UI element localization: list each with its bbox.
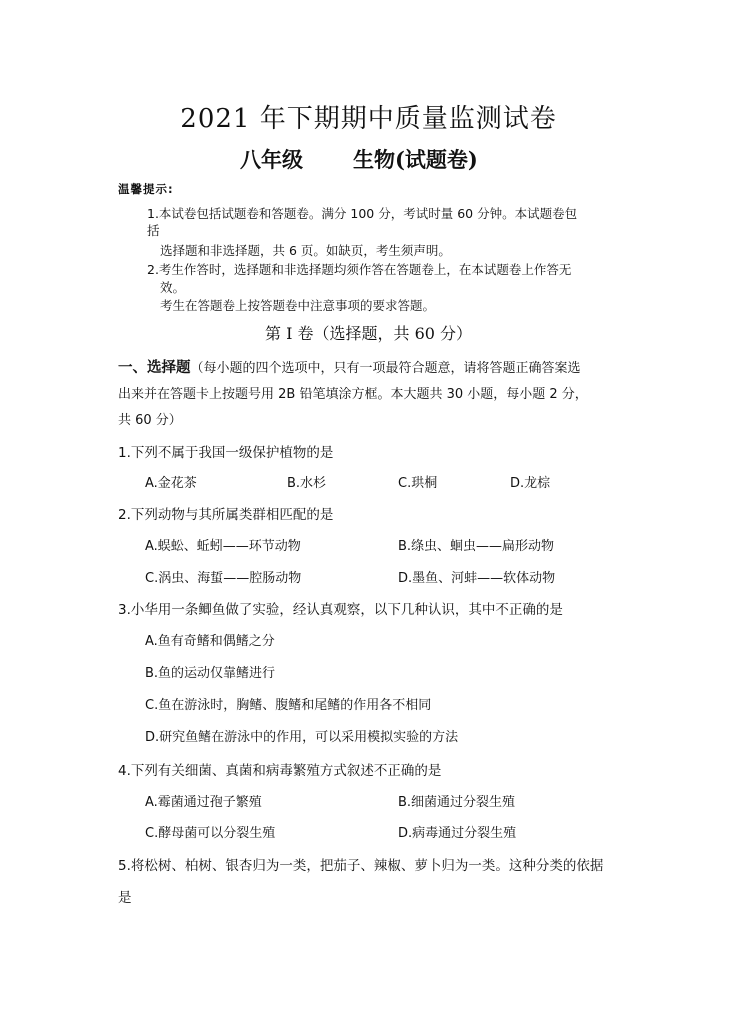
option: C.鱼在游泳时，胸鳍、腹鳍和尾鳍的作用各不相同 [145,698,432,713]
option: A.鱼有奇鳍和偶鳍之分 [145,634,275,649]
question-stem: 4.下列有关细菌、真菌和病毒繁殖方式叙述不正确的是 [118,763,442,779]
option: D.龙棕 [510,476,551,491]
question-stem: 是 [118,890,132,906]
section-intro-text: （每小题的四个选项中，只有一项最符合题意，请将答题正确答案选 [190,361,581,376]
question-stem: 2.下列动物与其所属类群相匹配的是 [118,507,334,523]
tip-line: 效。 [160,280,186,295]
option: A.金花茶 [145,476,197,491]
question-stem: 1.下列不属于我国一级保护植物的是 [118,445,334,461]
option: C.珙桐 [398,476,438,491]
option: B.水杉 [287,476,327,491]
grade-label: 八年级 [240,147,303,172]
section-intro-line: 共 60 分） [118,413,182,428]
option: D.墨鱼、河蚌——软体动物 [398,571,556,586]
option: A.霉菌通过孢子繁殖 [145,795,262,810]
exam-title: 2021 年下期期中质量监测试卷 [180,104,557,134]
option: D.病毒通过分裂生殖 [398,826,517,841]
option: B.鱼的运动仅靠鳍进行 [145,666,276,681]
option: C.酵母菌可以分裂生殖 [145,826,276,841]
question-stem: 5.将松树、柏树、银杏归为一类，把茄子、辣椒、萝卜归为一类。这种分类的依据 [118,858,604,874]
option: A.蜈蚣、蚯蚓——环节动物 [145,539,301,554]
option: D.研究鱼鳍在游泳中的作用，可以采用模拟实验的方法 [145,730,459,745]
tip-line: 括 [147,223,160,238]
subject-label: 生物(试题卷) [353,147,478,172]
tip-line: 1.本试卷包括试题卷和答题卷。满分 100 分，考试时量 60 分钟。本试题卷包 [147,206,578,221]
section-intro-line [118,359,581,378]
section-intro-line: 出来并在答题卡上按题号用 2B 铅笔填涂方框。本大题共 30 小题，每小题 2 分， [118,387,588,402]
tip-line: 2.考生作答时，选择题和非选择题均须作答在答题卷上，在本试题卷上作答无 [147,262,572,277]
tips-title: 温馨提示: [118,182,174,196]
question-stem: 3.小华用一条鲫鱼做了实验，经认真观察，以下几种认识，其中不正确的是 [118,602,563,618]
tip-line: 考生在答题卷上按答题卷中注意事项的要求答题。 [160,298,436,313]
section-heading: 第 I 卷（选择题，共 60 分） [264,324,473,343]
option: C.涡虫、海蜇——腔肠动物 [145,571,302,586]
option: B.绦虫、蛔虫——扁形动物 [398,539,555,554]
option: B.细菌通过分裂生殖 [398,795,516,810]
section-title: 一、选择题 [118,360,191,376]
tip-line: 选择题和非选择题，共 6 页。如缺页，考生须声明。 [160,243,451,258]
